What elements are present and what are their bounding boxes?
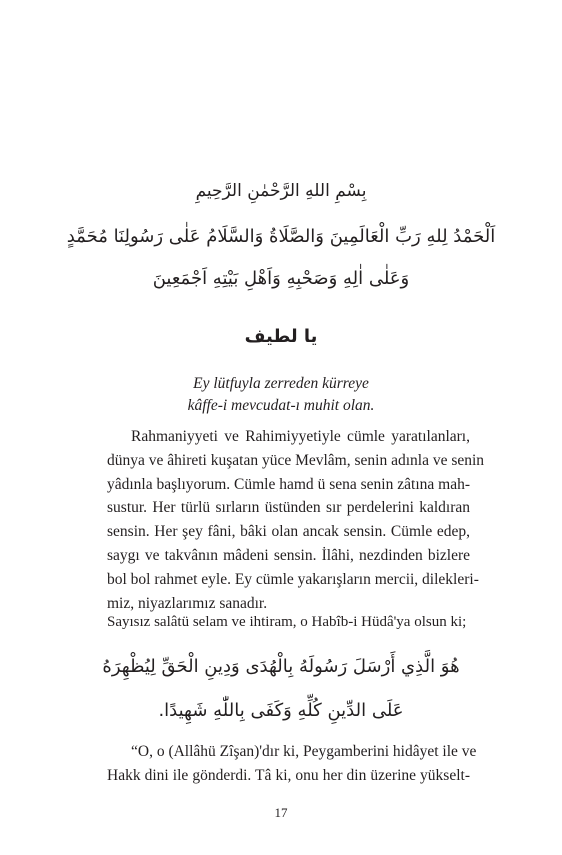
paragraph-1-line: miz, niyazlarımız sanadır. — [107, 594, 268, 612]
basmala: بِسْمِ اللهِ الرَّحْمٰنِ الرَّحِيمِ — [195, 181, 367, 201]
ya-latif-heading: يا لطيف — [244, 326, 318, 347]
paragraph-1-line: bol bol rahmet eyle. Ey cümle yakarışların mercii, dilekleri- — [107, 570, 479, 588]
paragraph-2-line: Hakk dini ile gönderdi. Tâ ki, onu her din üzerine yükselt- — [107, 766, 470, 784]
paragraph-1 — [107, 425, 485, 615]
hamd-line-1: اَلْحَمْدُ لِلهِ رَبِّ الْعَالَمِينَ وَالصَّلَاةُ وَالسَّلَامُ عَلٰى رَسُولِنَا مُحَمَّدٍ — [66, 226, 496, 247]
paragraph-1-line: sustur. Her türlü sırların üstünden sır perdelerini kaldıran — [107, 499, 470, 517]
hamd-line-2: وَعَلٰى اٰلِهِ وَصَحْبِهِ وَاَهْلِ بَيْتِهِ اَجْمَعِينَ — [152, 268, 410, 289]
page-number: 17 — [274, 805, 288, 820]
paragraph-2-line: “O, o (Allâhü Zîşan)'dır ki, Peygamberini hidâyet ile ve — [131, 743, 477, 760]
subtitle-line-1: Ey lütfuyla zerreden kürreye — [193, 375, 369, 392]
paragraph-1-line: saygı ve takvânın mâdeni sensin. İlâhi, nezdinden bizlere — [107, 546, 470, 564]
paragraph-1-line: Rahmaniyyeti ve Rahimiyyetiyle cümle yaratılanları, — [131, 428, 470, 445]
salawat-line: Sayısız salâtü selam ve ihtiram, o Habîb-i Hüdâ'ya olsun ki; — [107, 614, 467, 630]
paragraph-1-line: yâdınla başlıyorum. Cümle hamd ü sena senin zâtına mah- — [107, 475, 470, 493]
ayah-line-2: عَلَى الدِّينِ كُلِّهِ وَكَفَى بِاللّٰهِ شَهِيدًا. — [158, 700, 404, 721]
subtitle-line-2: kâffe-i mevcudat-ı muhit olan. — [187, 397, 375, 414]
paragraph-1-line: sensin. Her şey fâni, bâki olan ancak sensin. Cümle edep, — [107, 523, 470, 541]
ayah-line-1: هُوَ الَّذِي أَرْسَلَ رَسُولَهُ بِالْهُدَى وَدِينِ الْحَقِّ لِيُظْهِرَهُ — [102, 656, 460, 677]
paragraph-1-line: dünya ve âhireti kuşatan yüce Mevlâm, senin adınla ve senin — [107, 451, 485, 469]
paragraph-2 — [107, 740, 477, 788]
